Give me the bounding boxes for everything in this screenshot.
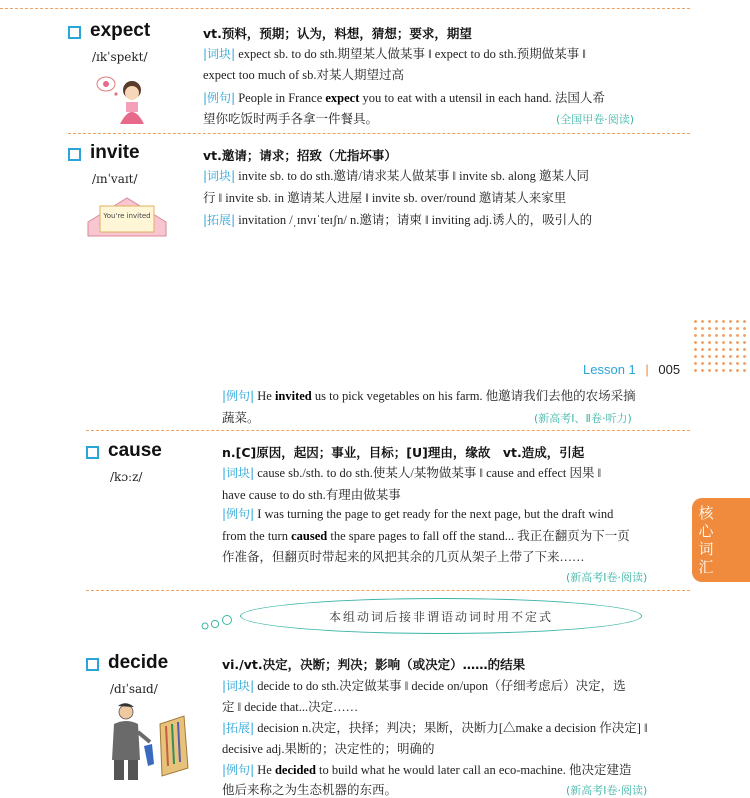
headword-cause: cause	[108, 440, 162, 461]
example-line-cause-2: from the turn caused the spare pages to fall off the stand... 我正在翻页为下一页	[222, 529, 630, 543]
chunk-text: expect sb. to do sth.期望某人做某事 ‖ expect to do sth.预期做某事 ‖	[238, 47, 586, 61]
side-tab-core-vocab[interactable]	[692, 498, 750, 582]
example-line-expect-1: |例句| People in France expect you to eat with a utensil in each hand. 法国人希	[203, 91, 605, 105]
side-tab-char: 词	[698, 540, 714, 558]
chunk-line-invite-2: 行 ‖ invite sb. in 邀请某人进屋 ‖ invite sb. over/round 邀请某人来家里	[203, 191, 567, 205]
definition-invite: vt.邀请；请求；招致（尤指坏事）	[203, 148, 397, 163]
extension-line-decide-2: decisive adj.果断的；决定性的；明确的	[222, 742, 435, 756]
headword-invite: invite	[90, 142, 140, 163]
man-choosing-tie-icon	[104, 702, 190, 782]
phonetic-invite: /ɪnˈvaɪt/	[92, 172, 138, 186]
phonetic-expect: /ɪkˈspekt/	[92, 50, 148, 64]
extension-tag: |拓展|	[203, 213, 236, 227]
page-number: 005	[658, 362, 681, 377]
example-line-decide-1: |例句| He decided to build what he would later call an eco-machine. 他决定建造	[222, 763, 632, 777]
example-line-cause-1: |例句| I was turning the page to get ready for the next page, but the draft wind	[222, 507, 614, 521]
lesson-label: Lesson 1 | 005	[583, 362, 681, 377]
example-tag: |例句|	[222, 507, 255, 521]
chunk-line-cause-2: have cause to do sth.有理由做某事	[222, 488, 401, 502]
chunk-tag: |词块|	[203, 47, 236, 61]
entry-divider	[68, 133, 690, 134]
extension-line-decide-1: |拓展| decision n.决定，抉择；判决；果断，决断力[△make a decision 作决定] ‖	[222, 721, 648, 735]
chunk-line-cause-1: |词块| cause sb./sth. to do sth.使某人/某物做某事 ‖ cause and effect 因果 ‖	[222, 466, 602, 480]
headword-expect: expect	[90, 20, 151, 41]
side-tab-char: 心	[698, 522, 714, 540]
girl-thinking-icon	[96, 72, 154, 126]
note-bubble-dots	[200, 604, 240, 632]
example-tag: |例句|	[222, 763, 255, 777]
note-bubble	[240, 598, 642, 634]
example-line-decide-2: 他后来称之为生态机器的东西。	[222, 783, 398, 797]
word-checkbox-cause[interactable]	[86, 446, 99, 459]
example-line-cause-3: 作准备，但翻页时带起来的风把其余的几页从架子上带了下来……	[222, 550, 585, 564]
chunk-line-decide-1: |词块| decide to do sth.决定做某事 ‖ decide on/upon（仔细考虑后）决定，选	[222, 679, 626, 693]
chunk-tag: |词块|	[203, 169, 236, 183]
chunk-line-decide-2: 定 ‖ decide that...决定……	[222, 700, 359, 714]
source-decide: (新高考Ⅰ卷·阅读)	[566, 784, 648, 797]
phonetic-cause: /kɔːz/	[110, 470, 143, 484]
phonetic-decide: /dɪˈsaɪd/	[110, 682, 158, 696]
definition-expect: vt.预料，预期；认为，料想，猜想；要求，期望	[203, 26, 472, 41]
source-invite: (新高考Ⅰ、Ⅱ卷·听力)	[534, 412, 632, 425]
chunk-line-expect-1	[203, 44, 586, 62]
side-tab-char: 核	[698, 504, 714, 522]
example-tag: |例句|	[203, 91, 236, 105]
chunk-line-expect-2: expect too much of sb.对某人期望过高	[203, 68, 405, 82]
chunk-tag: |词块|	[222, 679, 255, 693]
headword-decide: decide	[108, 652, 169, 673]
top-dashed-rule	[0, 8, 690, 9]
example-line-invite-2: 蔬菜。	[222, 411, 260, 425]
word-checkbox-decide[interactable]	[86, 658, 99, 671]
chunk-tag: |词块|	[222, 466, 255, 480]
word-checkbox-invite[interactable]	[68, 148, 81, 161]
chunk-line-invite-1: |词块| invite sb. to do sth.邀请/请求某人做某事 ‖ invite sb. along 邀某人同	[203, 169, 589, 183]
card-text: You're invited	[103, 212, 151, 220]
entry-divider	[86, 430, 690, 431]
word-checkbox-expect[interactable]	[68, 26, 81, 39]
source-expect: (全国甲卷·阅读)	[556, 113, 635, 126]
example-line-expect-2: 望你吃饭时两手各拿一件餐具。	[203, 112, 379, 126]
definition-cause: n.[C]原因，起因；事业，目标；[U]理由，缘故 vt.造成，引起	[222, 445, 585, 460]
example-line-invite-1: |例句| He invited us to pick vegetables on his farm. 他邀请我们去他的农场采摘	[222, 389, 636, 403]
definition-decide: vi./vt.决定，决断；判决；影响（或决定）……的结果	[222, 657, 526, 672]
extension-line-invite: |拓展| invitation /ˌɪnvɪˈteɪʃn/ n.邀请；请柬 ‖ inviting adj.诱人的，吸引人的	[203, 213, 593, 227]
side-tab-char: 汇	[698, 558, 714, 576]
note-text: 本组动词后接非谓语动词时用不定式	[328, 609, 553, 624]
entry-divider	[86, 590, 690, 591]
decorative-dot-pattern	[692, 318, 750, 374]
example-tag: |例句|	[222, 389, 255, 403]
extension-tag: |拓展|	[222, 721, 255, 735]
invitation-card-icon	[84, 192, 170, 238]
source-cause: (新高考Ⅰ卷·阅读)	[566, 571, 648, 584]
